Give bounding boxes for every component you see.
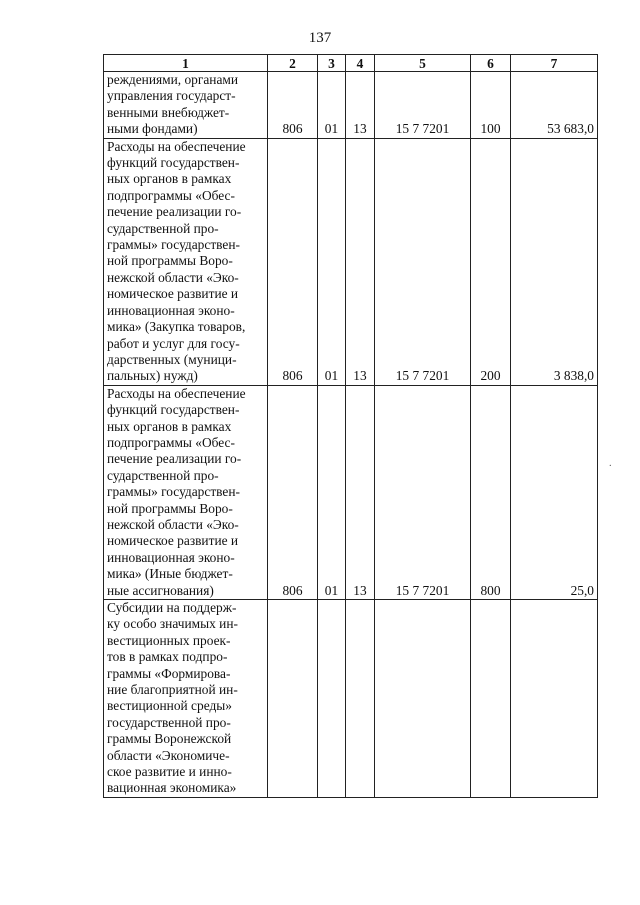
table-row — [104, 72, 598, 139]
ministry-code: 806 — [268, 138, 318, 385]
description-line: граммы» государствен- — [107, 237, 240, 253]
ministry-code — [268, 600, 318, 798]
column-header: 1 — [104, 55, 268, 72]
description-line: сударственной про- — [107, 467, 219, 483]
section-code — [318, 600, 346, 798]
column-header: 7 — [511, 55, 598, 72]
table-row — [104, 385, 598, 599]
table-body — [104, 72, 598, 798]
description-line: ных органов в рамках — [107, 418, 232, 434]
description-line: ных органов в рамках — [107, 171, 232, 187]
header-row — [104, 55, 598, 72]
description-line: государственной про- — [107, 714, 231, 730]
table-row — [104, 600, 598, 798]
column-header: 2 — [268, 55, 318, 72]
description-line: вестиционной среды» — [107, 698, 232, 714]
description-line: функций государствен- — [107, 155, 240, 171]
row-description — [104, 385, 268, 599]
column-header: 3 — [318, 55, 346, 72]
subsection-code: 13 — [346, 72, 375, 139]
description-line: функций государствен- — [107, 402, 240, 418]
description-line: вестиционных проек- — [107, 632, 231, 648]
target-article-code — [375, 600, 471, 798]
target-article-code: 15 7 7201 — [375, 138, 471, 385]
description-line: Субсидии на поддерж- — [107, 600, 237, 615]
description-line: ское развитие и инно- — [107, 764, 232, 780]
description-line: ной программы Воро- — [107, 253, 233, 269]
section-code: 01 — [318, 138, 346, 385]
section-code: 01 — [318, 385, 346, 599]
target-article-code: 15 7 7201 — [375, 385, 471, 599]
description-line: венными внебюджет- — [107, 104, 230, 120]
section-code: 01 — [318, 72, 346, 139]
row-description — [104, 138, 268, 385]
description-line: области «Экономиче- — [107, 747, 230, 763]
description-line: печение реализации го- — [107, 451, 242, 467]
description-line: вационная экономика» — [107, 780, 237, 796]
amount — [511, 600, 598, 798]
description-line: ной программы Воро- — [107, 500, 233, 516]
description-line: дарственных (муници- — [107, 351, 237, 367]
expense-type-code: 800 — [471, 385, 511, 599]
description-line: пальных) нужд) — [107, 368, 198, 384]
description-line: номическое развитие и — [107, 533, 239, 549]
description-line: нежской области «Эко- — [107, 269, 239, 285]
expense-type-code — [471, 600, 511, 798]
description-line: ние благоприятной ин- — [107, 682, 238, 698]
description-line: граммы» государствен- — [107, 484, 240, 500]
expense-type-code: 100 — [471, 72, 511, 139]
description-line: граммы «Формирова- — [107, 665, 231, 681]
expense-type-code: 200 — [471, 138, 511, 385]
description-line: номическое развитие и — [107, 286, 239, 302]
description-line: управления государст- — [107, 88, 236, 104]
description-line: нежской области «Эко- — [107, 516, 239, 532]
subsection-code: 13 — [346, 385, 375, 599]
description-line: ку особо значимых ин- — [107, 616, 238, 632]
column-header: 5 — [375, 55, 471, 72]
target-article-code: 15 7 7201 — [375, 72, 471, 139]
description-line: Расходы на обеспечение — [107, 138, 246, 154]
description-line: печение реализации го- — [107, 204, 242, 220]
description-line: ные ассигнования) — [107, 582, 214, 598]
description-line: инновационная эконо- — [107, 302, 235, 318]
amount: 3 838,0 — [511, 138, 598, 385]
description-line: Расходы на обеспечение — [107, 385, 246, 401]
description-line: реждениями, органами — [107, 72, 239, 87]
ministry-code: 806 — [268, 72, 318, 139]
column-header: 6 — [471, 55, 511, 72]
page-number: 137 — [308, 30, 332, 46]
description-line: ными фондами) — [107, 121, 198, 137]
description-line: мика» (Иные бюджет- — [107, 566, 233, 582]
description-line: подпрограммы «Обес- — [107, 187, 235, 203]
subsection-code: 13 — [346, 138, 375, 385]
description-line: тов в рамках подпро- — [107, 649, 228, 665]
budget-table — [103, 54, 598, 798]
scan-mark: · — [608, 461, 612, 472]
ministry-code: 806 — [268, 385, 318, 599]
description-line: работ и услуг для госу- — [107, 335, 240, 351]
description-line: мика» (Закупка товаров, — [107, 319, 246, 335]
table-row — [104, 138, 598, 385]
description-line: инновационная эконо- — [107, 549, 235, 565]
subsection-code — [346, 600, 375, 798]
column-header: 4 — [346, 55, 375, 72]
description-line: подпрограммы «Обес- — [107, 434, 235, 450]
amount: 53 683,0 — [511, 72, 598, 139]
row-description — [104, 72, 268, 139]
description-line: сударственной про- — [107, 220, 219, 236]
amount: 25,0 — [511, 385, 598, 599]
row-description — [104, 600, 268, 798]
description-line: граммы Воронежской — [107, 731, 232, 747]
